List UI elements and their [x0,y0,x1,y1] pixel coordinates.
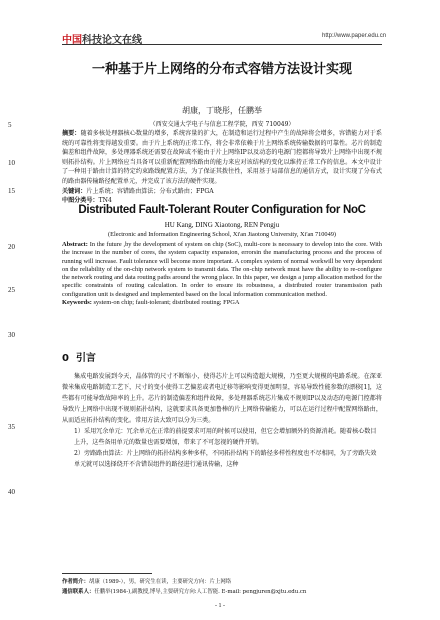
abstract-cn-text: 随着多核处理器核心数量的增多，系统容量的扩大，在制造和运行过程中产生的故障将会增多，容错能力对于系统的可靠性将变得越发重要。由于片上系统的正常工作，将会非常依赖于片上网络系统传输数据的可靠性。芯片的制造偏差和组件故障，多处理器系统还需要在故障或不能由于片上网络IP以及动态的电源门控都将导致片上网络中出现不规则拓扑结构。片上网络应当具备可以重新配置网络路由的能力来应对该结构的变化以维持正常工作的信息。本文中设计了一种用于路由计算的特定约束路线配置方法，为了保证其拨往性，采用基于局部信息的通信方式，设计实现了分布式的路由器传输路径配置单元，并完成了该方法的硬件实现。 [62,130,383,185]
intro-body [62,371,382,470]
abstract-en-label: Abstract: [62,241,88,248]
line-number: 15 [8,187,15,195]
keywords-cn-label: 关键词： [62,187,87,195]
abstract-cn-label: 摘要： [62,130,81,137]
line-number: 5 [8,121,12,129]
authors-cn: 胡康，丁晓彤，任鹏举 [182,106,262,115]
line-number: 10 [8,159,15,167]
header-rule [62,44,382,45]
section-heading [62,349,96,364]
paper-title-cn: 一种基于片上网络的分布式容错方法设计实现 [91,62,352,77]
clc-text: TN4 [98,197,112,205]
footnote-author-text: 胡康（1989-），男，研究生在读，主要研究方向：片上网络 [88,579,232,585]
footnote-author-label: 作者简介： [62,579,89,585]
logo-part2: 科技论文在线 [82,35,142,46]
keywords-cn-text: 片上系统；容错路由算法；分布式路由；FPGA [86,187,214,195]
line-number: 25 [8,286,15,294]
footnote-rule [62,573,152,574]
line-number: 40 [8,488,15,496]
authors-en: HU Kang, DING Xiaotong, REN Pengju [164,221,280,229]
affiliation-cn: （西安交通大学电子与信息工程学院，西安 710049） [149,121,295,128]
abstract-cn [62,129,382,206]
list-item-number: 1） [74,428,84,435]
footnote-contact-text: 任鹏举(1984-),副教授,博导,主要研究方向:人工智能. E-mail: pengjuren@xjtu.edu.cn [94,589,307,595]
site-url[interactable]: http://www.paper.edu.cn [322,33,387,39]
clc-label: 中图分类号： [62,197,99,205]
abstract-en-text: In the future ,by the development of system on chip (SoC), multi-core is necessary to develop into the core. With the increase in the number of cores, the system capacity expansion, errorsin the manufacturing process and the process of running will increase. Fault tolerance will become more important. A complex system of normal workwill be very dependent on the reliability of the on-chip network system to transmit data. The on-chip network must have the ability to re-configure the network routing and data routing paths around the wrong place. In this paper, we design a jump allocation method for the specific constraints of routing calculation. In order to ensure its robustness, a distributed router transmission path configuration unit is designed and implemented based on the local information communication method. [62,241,382,298]
footnote-author [62,578,392,586]
line-number: 30 [8,331,15,339]
footnote-contact-label: 通信联系人： [62,589,95,595]
list-item-text: 采用冗余单元：冗余单元在正常的前提要求可用的时候可以使用，但它会增加额外的资源消耗。随着核心数目上升，这些备用单元的数量也需要增加，带来了不可忽视的硬件开销。 [74,428,377,446]
keywords-en-label: Keywords: [62,299,92,307]
list-item [62,426,382,448]
keywords-en-text: system-on chip; fault-tolerant; distributed routing; FPGA [93,299,240,307]
page-number: - 1 - [215,603,225,609]
list-item-text: 旁路路由算法：片上网络的拓扑结构多种多样，不同拓扑结构下的路径多样性程度也不尽相同，为了旁路失效单元就可以选择绕开不含错误组件的路径进行通讯传输，这种 [74,450,377,468]
page-header [0,0,440,44]
section-number: 0 [62,353,69,364]
intro-paragraph: 集成电路发展到今天，晶体管的尺寸不断缩小，使得芯片上可以构造超大规模，乃至更大规模的电路系统。在深亚微米集成电路制造工艺下，尺寸的变小使得工艺偏差或者电迁移等影响变得更加明显，容易导致性能参数的漂移[1]，这些都有可能导致故障率的上升。芯片的制造偏差和组件故障，多处理器系统芯片集成不规则IP以及动态的电源门控都将导致片上网络中出现不规则拓扑结构，这就要求具备更加鲁棒的片上网络传输能力，可以在运行过程中配置网络路由，从而适应拓扑结构的变化。常用方法大致可以分为三类。 [62,373,382,424]
paper-title-en: Distributed Fault-Tolerant Router Configuration for NoC [78,204,366,216]
footnote-contact [62,588,392,596]
line-number: 20 [8,243,15,251]
logo-part1: 中国 [62,35,82,46]
list-item-number: 2） [74,450,84,457]
abstract-en [62,241,382,307]
section-title: 引言 [75,353,96,364]
line-number: 35 [8,423,15,431]
list-item [62,448,382,470]
affiliation-en: (Electronic and Information Engineering School, Xi'an Jiaotong University, Xi'an 710049) [108,231,336,238]
